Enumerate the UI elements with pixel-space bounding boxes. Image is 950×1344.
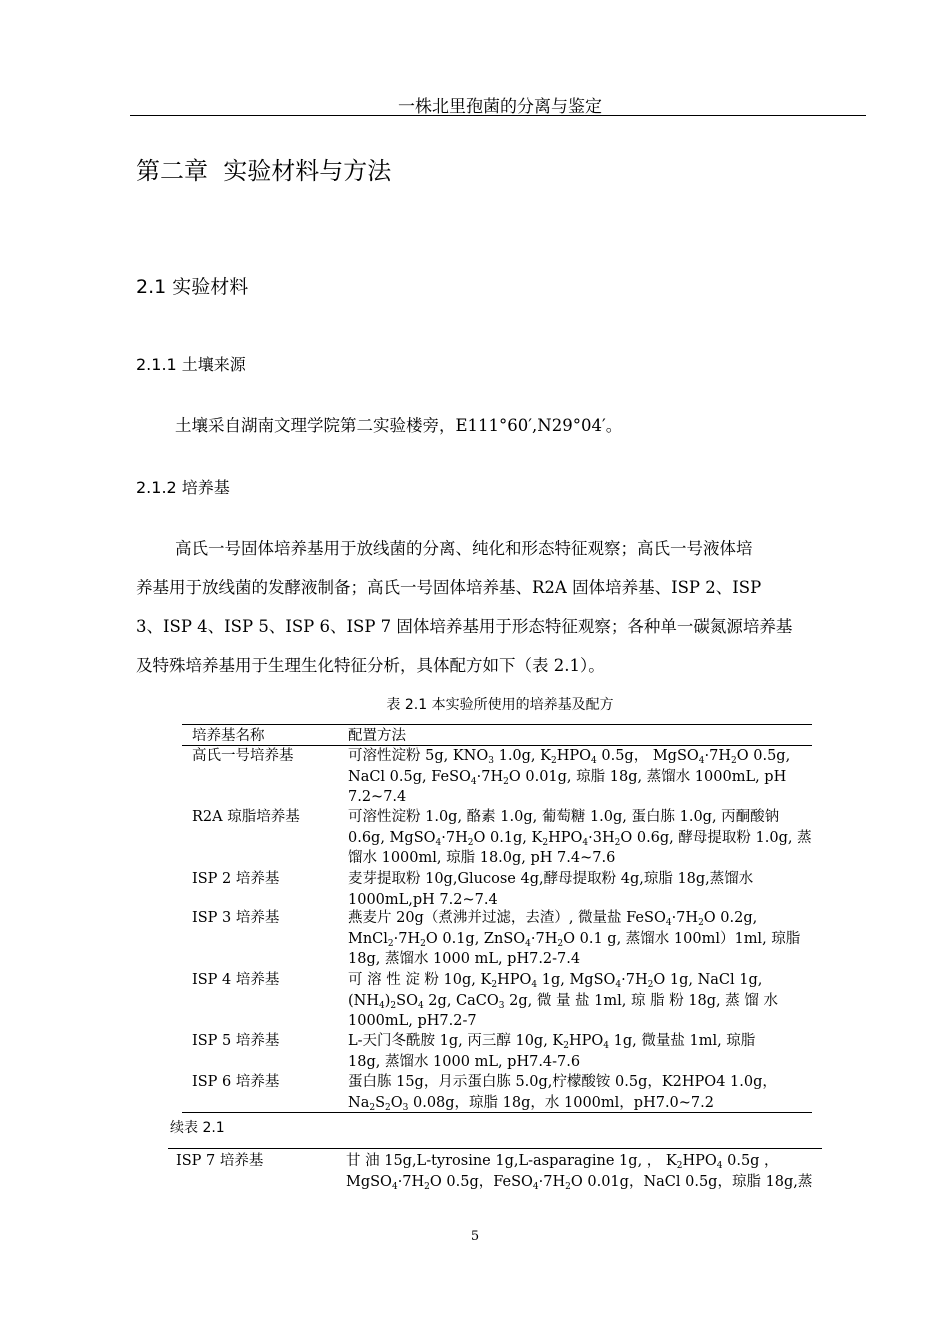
medium-recipe-line: 馏水 1000ml, 琼脂 18.0g, pH 7.4~7.6 [348, 850, 616, 866]
table-bottom-rule [182, 1112, 812, 1113]
medium-recipe-line: NaCl 0.5g, $FeSO_4\cdot 7H_2O$ 0.01g, 琼脂 18g, 蒸馏水 1000mL, pH [348, 768, 787, 787]
medium-paragraph-line: 3、ISP 4、ISP 5、ISP 6、ISP 7 固体培养基用于形态特征观察；各种单一碳氮源培养基 [136, 617, 793, 636]
medium-name-cell: R2A 琼脂培养基 [192, 809, 300, 825]
medium-recipe-line: 麦芽提取粉 10g,Glucose 4g,酵母提取粉 4g,琼脂 18g,蒸馏水 [348, 871, 754, 887]
medium-name-cell: ISP 3 培养基 [192, 910, 280, 926]
chapter-title: 第二章 实验材料与方法 [136, 157, 392, 185]
medium-recipe-line: $MgSO_4\cdot 7H_2O$ 0.5g，$FeSO_4\cdot 7H_2O$ 0.01g，NaCl 0.5g，琼脂 18g,蒸 [346, 1173, 813, 1192]
medium-recipe-line: 燕麦片 20g（煮沸并过滤，去渣）, 微量盐 $FeSO_4\cdot 7H_2O$ 0.2g, [348, 910, 758, 928]
col-header-name: 培养基名称 [192, 728, 265, 744]
medium-recipe-line: 7.2~7.4 [348, 789, 407, 805]
medium-name-cell: ISP 6 培养基 [192, 1074, 280, 1090]
medium-recipe-line: 蛋白胨 15g，月示蛋白胨 5.0g,柠檬酸铵 0.5g，K2HPO4 1.0g， [348, 1074, 777, 1090]
medium-recipe-line: 可溶性淀粉 1.0g, 酪素 1.0g, 葡萄糖 1.0g, 蛋白胨 1.0g, 丙酮酸钠 [348, 809, 780, 825]
medium-recipe-line: L-天门冬酰胺 1g, 丙三醇 10g, $K_2HPO_4$ 1g, 微量盐 1ml, 琼脂 [348, 1033, 756, 1051]
medium-recipe-line: 可 溶 性 淀 粉 10g, $K_2HPO_4$ 1g, $MgSO_4\cdot 7H_2O$ 1g, NaCl 1g, [348, 972, 763, 990]
continued-table-top-rule [168, 1148, 822, 1149]
medium-recipe-line: 0.6g, $MgSO_4\cdot 7H_2O$ 0.1g, $K_2HPO_4\cdot 3H_2O$ 0.6g, 酵母提取粉 1.0g, 蒸 [348, 829, 812, 848]
medium-recipe-line: 18g, 蒸馏水 1000 mL, pH7.2-7.4 [348, 951, 581, 967]
medium-name-cell: ISP 2 培养基 [192, 871, 280, 887]
medium-recipe-line: 甘 油 15g,L-tyrosine 1g,L-asparagine 1g, ， $K_2HPO_4$ 0.5g ， [346, 1153, 779, 1171]
soil-source-paragraph: 土壤采自湖南文理学院第二实验楼旁，E111°60′,N29°04′。 [175, 416, 623, 435]
medium-recipe-line: 1000mL, pH7.2-7 [348, 1013, 477, 1029]
page-number: 5 [470, 1229, 480, 1244]
section-heading-2-1-1: 2.1.1 土壤来源 [136, 355, 246, 374]
running-header: 一株北里孢菌的分离与鉴定 [398, 97, 602, 117]
table-caption: 表 2.1 本实验所使用的培养基及配方 [386, 697, 614, 713]
header-rule [130, 115, 866, 116]
medium-name-cell: ISP 7 培养基 [176, 1153, 264, 1169]
section-heading-2-1: 2.1 实验材料 [136, 276, 249, 298]
medium-paragraph-line: 养基用于放线菌的发酵液制备；高氏一号固体培养基、R2A 固体培养基、ISP 2、ISP [136, 578, 762, 597]
medium-recipe-line: 1000mL,pH 7.2~7.4 [348, 891, 498, 908]
continued-table-label: 续表 2.1 [170, 1120, 225, 1136]
medium-name-cell: 高氏一号培养基 [192, 748, 294, 764]
col-header-method: 配置方法 [348, 728, 406, 744]
medium-paragraph-line: 高氏一号固体培养基用于放线菌的分离、纯化和形态特征观察；高氏一号液体培 [175, 539, 753, 558]
medium-recipe-line: 18g, 蒸馏水 1000 mL, pH7.4-7.6 [348, 1053, 581, 1070]
medium-recipe-line: $Na_2S_2O_3$ 0.08g，琼脂 18g，水 1000ml，pH7.0~7.2 [348, 1094, 714, 1113]
medium-recipe-line: $MnCl_2\cdot 7H_2O$ 0.1g, $ZnSO_4\cdot 7H_2O$ 0.1 g, 蒸馏水 100ml）1ml, 琼脂 [348, 930, 801, 949]
medium-recipe-line: 可溶性淀粉 5g, $KNO_3$ 1.0g, $K_2HPO_4$ 0.5g， $MgSO_4\cdot 7H_2O$ 0.5g, [348, 748, 791, 766]
medium-recipe-line: $(NH_4)_2SO_4$ 2g, CaCO$_3$ 2g, 微 量 盐 1ml, 琼 脂 粉 18g, 蒸 馏 水 [348, 992, 778, 1011]
medium-name-cell: ISP 4 培养基 [192, 972, 280, 988]
section-heading-2-1-2: 2.1.2 培养基 [136, 478, 230, 497]
table-top-rule [182, 724, 812, 725]
medium-name-cell: ISP 5 培养基 [192, 1033, 280, 1049]
medium-paragraph-line: 及特殊培养基用于生理生化特征分析，具体配方如下（表 2.1）。 [136, 656, 605, 675]
